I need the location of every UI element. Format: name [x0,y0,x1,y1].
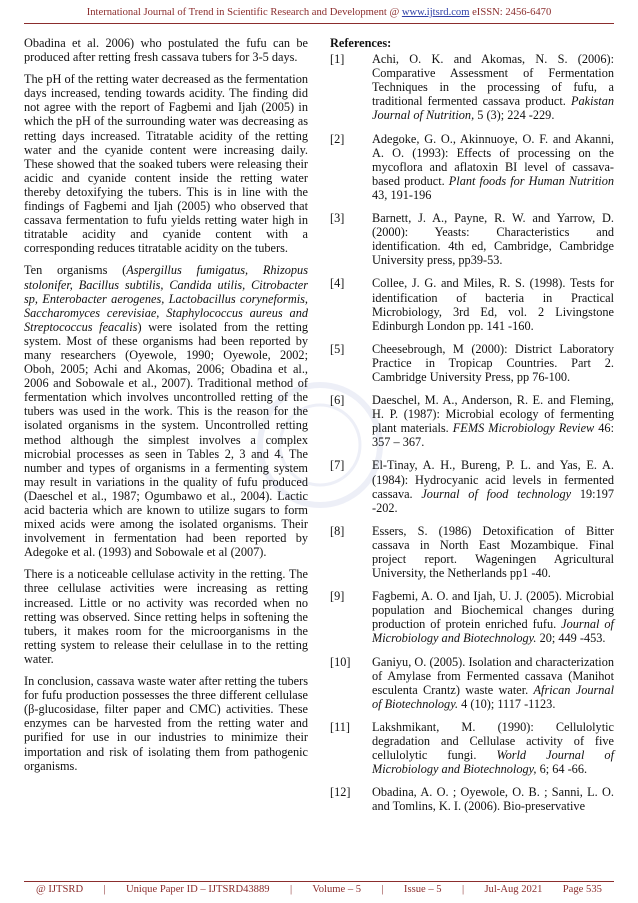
reference-volume: 46: 357 – 367. [372,421,614,450]
footer-issue: Issue – 5 [403,884,442,895]
reference-number: [3] [330,211,345,226]
footer-sep: | [103,884,106,895]
reference-number: [9] [330,589,345,604]
reference-number: [10] [330,654,351,669]
reference-item [330,132,614,202]
reference-text: Cheesebrough, M (2000): District Laboratory Practice in Tropicap Countries. Part 2. Cambridge University Press, pp 76-100. [372,341,614,384]
reference-number: [6] [330,393,345,408]
footer-date: Jul-Aug 2021 [484,884,543,895]
reference-text: Lakshmikant, M. (1990): Cellulolytic degradation and Cellulase activity of five cellulolytic fungi. [372,719,614,763]
reference-volume: 5 (3); 224 -229. [474,108,555,123]
reference-item [330,720,614,776]
reference-item [330,655,614,711]
reference-number: [7] [330,458,345,473]
footer-sep: | [461,884,465,895]
paragraph-2: The pH of the retting water decreased as the fermentation days increased, tending towards acidity. The finding did not agree with the report of Fagbemi and Ijah (2005) in which the pH of the surrounding water was decreasing as retting days increased. Titratable acidity of the retting water and the cyanide content were increasing daily. These showed that the soaked tubers were releasing their acidic and cyanide content inside the retting water thereby detoxifying the tubers. This is in line with the findings of Fagbemi and Ijah (2005) who observed that cassava fermentation to fufu yields retting water high in titratable acidity and cyanide content with a corresponding reduces titratable acidity on the tubers. [24,72,308,256]
reference-list [330,52,614,813]
page-footer [36,884,602,895]
reference-item [330,393,614,449]
right-column [330,36,614,823]
reference-journal: World Journal of Microbiology and Biotechnology, [372,748,614,777]
footer-volume: Volume – 5 [312,884,362,895]
reference-text: Barnett, J. A., Payne, R. W. and Yarrow, D. (2000): Yeasts: Characteristics and identification. 4th ed, Cambridge, Cambridge University press, pp39-53. [372,211,614,268]
reference-journal: Plant foods for Human Nutrition [448,173,614,188]
reference-text: El-Tinay, A. H., Bureng, P. L. and Yas, E. A. (1984): Hydrocyanic acid levels in fermented cassava. [372,458,614,501]
reference-journal: African Journal of Biotechnology. [372,682,614,711]
reference-text: Ganiyu, O. (2005). Isolation and characterization of Amylase from Fermented cassava (Manihot esculenta Crantz) waste water. [372,654,614,697]
reference-item [330,458,614,514]
reference-item [330,52,614,122]
footer-sep: | [381,884,384,895]
left-column [24,36,308,781]
header-url-link[interactable]: www.ijtsrd.com [401,7,470,18]
footer-brand: @ IJTSRD [36,884,84,895]
header-issn: eISSN: 2456-6470 [469,7,552,18]
reference-item [330,785,614,813]
reference-text: Essers, S. (1986) Detoxification of Bitter cassava in North East Mozambique. Final project report. Wageningen Agricultural University, the Netherlands pp1 -40. [372,523,614,581]
reference-text: Collee, J. G. and Miles, R. S. (1998). Tests for identification of bacteria in Practical Microbiology, 3rd Ed, vol. 2 Livingstone Edinburgh London pp. 141 -160. [372,276,614,333]
footer-page-number: Page 535 [562,884,602,895]
reference-journal: Journal of Microbiology and Biotechnology. [372,617,614,646]
reference-number: [11] [330,719,351,734]
reference-text: Fagbemi, A. O. and Ijah, U. J. (2005). Microbial population and Biochemical changes during production of protein enriched fufu. [372,589,614,632]
reference-number: [5] [330,341,345,356]
reference-text: Obadina, A. O. ; Oyewole, O. B. ; Sanni, L. O. and Tomlins, K. I. (2006). Bio-preservative [372,785,614,814]
paragraph-3-lead: Ten organisms ( [24,263,127,278]
footer-paper-id: Unique Paper ID – IJTSRD43889 [125,884,270,895]
organism-list: Aspergillus fumigatus, Rhizopus stolonifer, Bacillus subtilis, Candida utilis, Citrobacter sp, Enterobacter aerogenes, Lactobacillus coryneformis, Saccharomyces cerevisiae, Staphylococcus aureus and Streptococcus feacalis [24,263,308,334]
reference-journal: Pakistan Journal of Nutrition, [372,94,614,123]
footer-sep: | [289,884,293,895]
page-header [0,0,638,18]
reference-volume: 6; 64 -66. [536,762,588,777]
paragraph-4: There is a noticeable cellulase activity in the retting. The three cellulase activities were increasing as retting increased. Little or no activity was recorded when no retting was observed. Since retting helps in softening the tubers, it makes room for the microorganisms in the retting system to release their celullase in to the retting water. [24,567,308,666]
reference-text: Achi, O. K. and Akomas, N. S. (2006): Comparative Assessment of Fermentation Techniques in the processing of fufu, a traditional fermented cassava product. [372,52,614,109]
reference-item [330,342,614,384]
reference-number: [12] [330,785,351,800]
reference-number: [1] [330,52,345,67]
paragraph-3-body: ) were isolated from the retting system. Most of these organisms had been reported by many researchers (Oyewole, 1990; Oyewole, 2002; Oboh, 2005; Achi and Akomas, 2006; Obadina et al., 2006 and Sobowale et al., 2007). Traditional method of fermentation which involves uncontrolled retting of the tubers was used in the work. This is the reason for the isolated organisms in the system. Uncontrolled retting method although the simplest involves a complex microbial processes as seen in Tables 2, 3 and 4. The number and types of organisms in a fermenting system may result in variations in the quality of fufu produced (Daeschel et al., 1987; Ogumbawo et al., 2004). Lactic acid bacteria which are known to utilize sugars to form mixed acids were among the isolated organisms. Their involvement in fermentation had been reported by Adegoke et al. (1993) and Sobowale et al (2007). [24,319,308,560]
references-heading: References: [330,36,392,50]
reference-item [330,276,614,332]
reference-number: [2] [330,131,345,146]
reference-volume: 4 (10); 1117 -1123. [458,696,556,711]
reference-volume: 19:197 -202. [372,486,614,515]
reference-item [330,589,614,645]
paragraph-conclusion: In conclusion, cassava waste water after retting the tubers for fufu production possesses the three different cellulase (β-glucosidase, filter paper and CMC) activities. These enzymes can be harvested from the retting water and purified for use in our industries to minimize their importation and risk of isolating them from pathogenic organisms. [24,674,308,773]
footer-rule [24,881,614,882]
reference-volume: 43, 191-196 [372,187,432,202]
reference-item [330,211,614,267]
reference-text: Daeschel, M. A., Anderson, R. E. and Fleming, H. P. (1987): Microbial ecology of fermenting plant materials. [372,393,614,436]
paragraph-3 [24,263,308,559]
header-rule [24,23,614,24]
reference-journal: Journal of food technology [421,486,572,501]
reference-item [330,524,614,580]
reference-journal: FEMS Microbiology Review [452,421,595,436]
header-journal: International Journal of Trend in Scientific Research and Development @ [86,7,402,18]
reference-volume: 20; 449 -453. [536,631,606,646]
paragraph-1: Obadina et al. 2006) who postulated the fufu can be produced after retting fresh cassava tubers for 3-5 days. [24,36,308,65]
reference-number: [4] [330,276,345,291]
reference-text: Adegoke, G. O., Akinnuoye, O. F. and Akanni, A. O. (1993): Effects of processing on the mycoflora and aflatoxin BI level of cassava-based product. [372,131,614,188]
reference-number: [8] [330,523,345,538]
